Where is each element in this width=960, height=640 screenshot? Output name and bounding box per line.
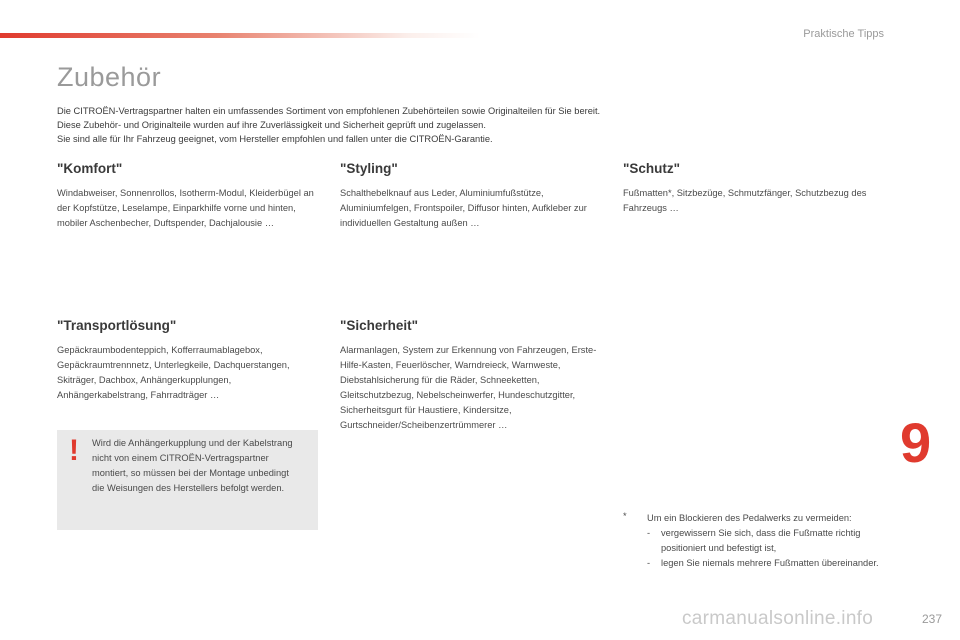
warning-text: Wird die Anhängerkupplung und der Kabelstrang nicht von einem CITROËN-Vertragspartner montiert, so müssen bei der Montage unbedingt die Weisungen des Herstellers befolgt werden.: [92, 438, 293, 493]
intro-line: Diese Zubehör- und Originalteile wurden auf ihre Zuverlässigkeit und Sicherheit geprüft und zugelassen.: [57, 120, 486, 130]
intro-line: Die CITROËN-Vertragspartner halten ein umfassendes Sortiment von empfohlenen Zubehörteilen sowie Originalteilen für Sie bereit.: [57, 106, 601, 116]
section-heading: "Komfort": [57, 161, 123, 176]
section-sicherheit: [340, 318, 605, 433]
page-number: 237: [921, 612, 942, 626]
section-text: Schalthebelknauf aus Leder, Aluminiumfußstütze, Aluminiumfelgen, Frontspoiler, Diffusor hinten, Aufkleber zur individuellen Gestaltung außen …: [340, 188, 587, 228]
section-transportloesung: [57, 318, 322, 403]
watermark: carmanualsonline.info: [682, 608, 874, 629]
footnote: [623, 511, 903, 571]
footnote-text: Um ein Blockieren des Pedalwerks zu vermeiden:: [647, 513, 852, 523]
exclamation-icon: !: [69, 434, 79, 467]
header-accent-bar: [0, 33, 480, 38]
section-text: Fußmatten*, Sitzbezüge, Schmutzfänger, Schutzbezug des Fahrzeugs …: [623, 188, 867, 213]
warning-box: [57, 430, 318, 530]
footnote-marker: *: [623, 511, 627, 521]
page-title: Zubehör: [57, 62, 162, 92]
section-text: Windabweiser, Sonnenrollos, Isotherm-Modul, Kleiderbügel an der Kopfstütze, Leselampe, Einparkhilfe vorne und hinten, mobiler Aschenbecher, Duftspender, Dachjalousie …: [57, 188, 314, 228]
section-heading: "Transportlösung": [57, 318, 177, 333]
section-komfort: [57, 161, 322, 231]
chapter-name: Praktische Tipps: [803, 28, 884, 40]
footnote-item: - legen Sie niemals mehrere Fußmatten übereinander.: [647, 556, 903, 571]
section-text: Alarmanlagen, System zur Erkennung von Fahrzeugen, Erste-Hilfe-Kasten, Feuerlöscher, Warndreieck, Warnweste, Diebstahlsicherung für die Räder, Schneeketten, Gleitschutzbezug, Nebelscheinwerfer, Hundeschutzgitter, Sicherheitsgurt für Haustiere, Kindersitze, Gurtschneider/Scheibenzertrümmerer …: [340, 345, 597, 430]
section-styling: [340, 161, 605, 231]
footnote-list: [623, 526, 903, 571]
section-heading: "Sicherheit": [340, 318, 419, 333]
section-heading: "Schutz": [623, 161, 681, 176]
intro-line: Sie sind alle für Ihr Fahrzeug geeignet, vom Hersteller empfohlen und fallen unter die CITROËN-Garantie.: [57, 134, 493, 144]
section-text: Gepäckraumbodenteppich, Kofferraumablagebox, Gepäckraumtrennnetz, Unterlegkeile, Dachquerstangen, Skiträger, Dachbox, Anhängerkupplungen, Anhängerkabelstrang, Fahrradträger …: [57, 345, 290, 400]
section-schutz: [623, 161, 888, 216]
footnote-item: - vergewissern Sie sich, dass die Fußmatte richtig positioniert und befestigt ist,: [647, 526, 903, 556]
chapter-number: 9: [900, 411, 932, 474]
section-heading: "Styling": [340, 161, 398, 176]
intro-text: [57, 104, 777, 146]
